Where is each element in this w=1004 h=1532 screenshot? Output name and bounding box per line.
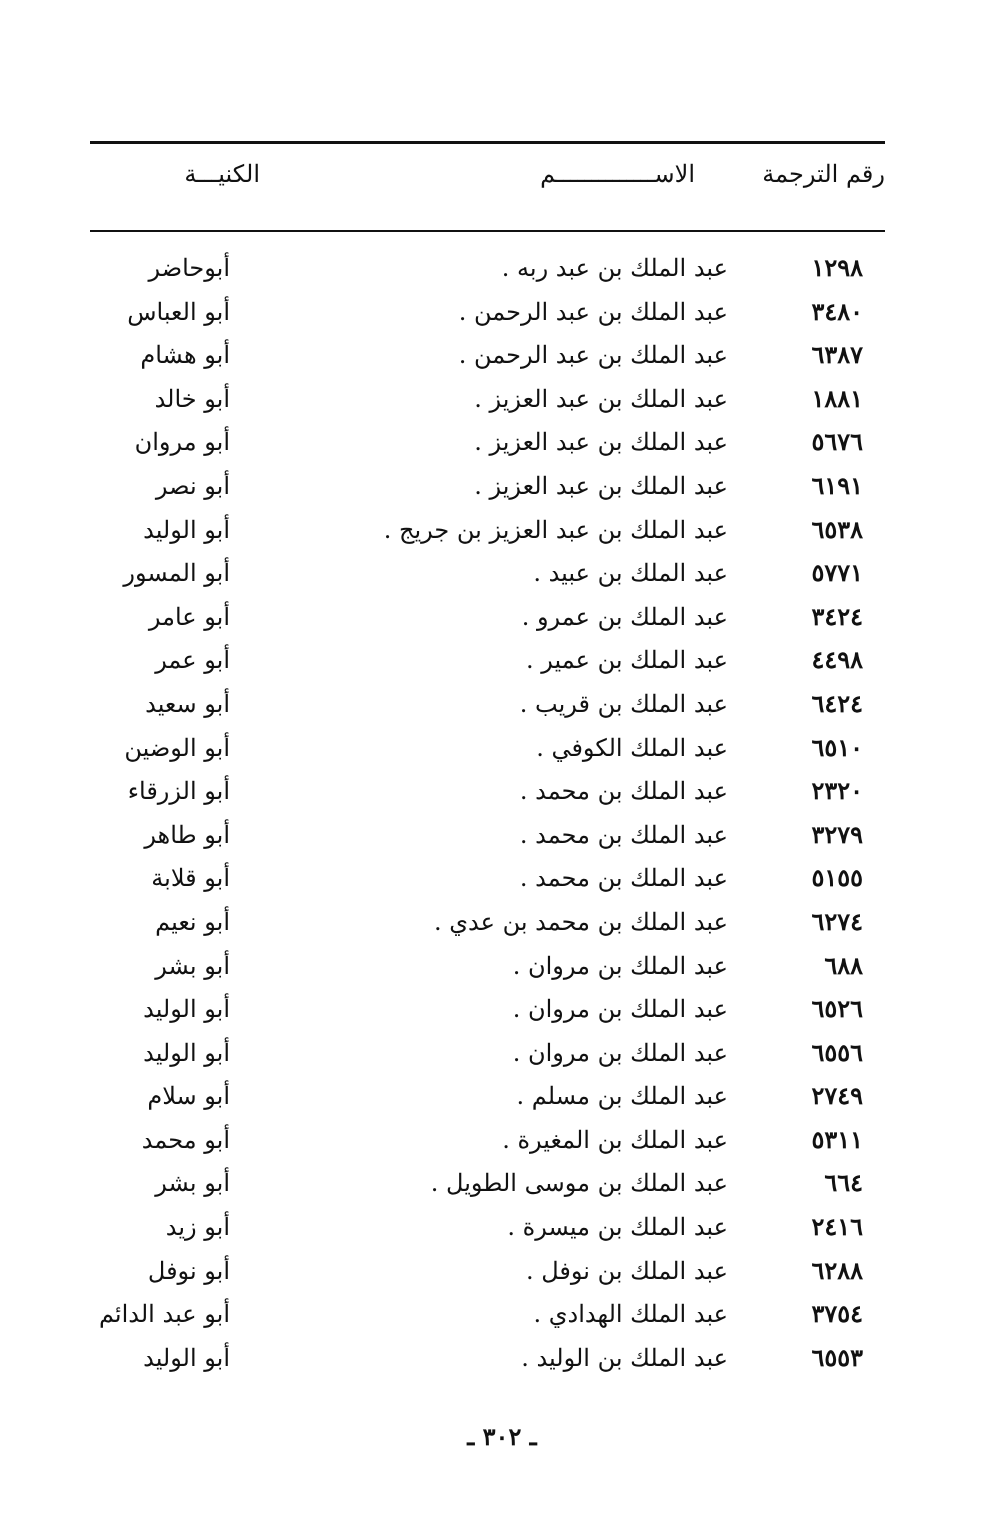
- row-name: عبد الملك بن محمد .: [519, 777, 728, 806]
- row-kunya: أبو نوفل: [147, 1256, 230, 1285]
- row-name: عبد الملك الكوفي .: [536, 733, 728, 762]
- row-number: ٥١٥٥: [811, 863, 863, 893]
- row-kunya: أبو سعيد: [145, 689, 230, 718]
- row-number: ٢٧٤٩: [811, 1081, 863, 1111]
- table-row: [90, 1078, 885, 1122]
- table-row: [90, 1122, 885, 1166]
- header-number: رقم الترجمة: [762, 160, 885, 188]
- table-row: [90, 555, 885, 599]
- row-name: عبد الملك بن المغيرة .: [502, 1125, 728, 1154]
- row-kunya: أبو طاهر: [144, 820, 230, 849]
- row-kunya: أبو زيد: [165, 1213, 230, 1242]
- row-number: ٦٥٣٨: [811, 514, 863, 544]
- table-row: [90, 642, 885, 686]
- row-name: عبد الملك بن محمد .: [519, 820, 728, 849]
- row-number: ٦٣٨٧: [811, 340, 863, 370]
- row-name: عبد الملك بن عمير .: [526, 646, 728, 675]
- row-number: ٦٦٤: [824, 1168, 863, 1198]
- row-kunya: أبو عامر: [148, 602, 230, 631]
- row-name: عبد الملك بن عبد الرحمن .: [458, 341, 728, 370]
- table-row: [90, 1253, 885, 1297]
- row-number: ٢٣٢٠: [811, 776, 863, 806]
- table-row: [90, 381, 885, 425]
- row-number: ١٨٨١: [811, 383, 863, 413]
- table-row: [90, 773, 885, 817]
- row-name: عبد الملك بن عبد العزيز بن جريج .: [383, 515, 728, 544]
- row-name: عبد الملك بن مروان .: [512, 995, 728, 1024]
- row-name: عبد الملك بن مروان .: [512, 951, 728, 980]
- row-kunya: أبو نعيم: [155, 907, 230, 936]
- row-name: عبد الملك بن محمد بن عدي .: [433, 907, 728, 936]
- row-kunya: أبو بشر: [155, 951, 230, 980]
- table-row: [90, 730, 885, 774]
- row-kunya: أبو خالد: [154, 384, 230, 413]
- row-kunya: أبو الوليد: [143, 995, 230, 1024]
- row-number: ٦١٩١: [811, 470, 863, 500]
- table-row: [90, 860, 885, 904]
- table-row: [90, 817, 885, 861]
- row-name: عبد الملك بن موسى الطويل .: [430, 1169, 728, 1198]
- row-name: عبد الملك بن عبد العزيز .: [474, 384, 728, 413]
- table-row: [90, 991, 885, 1035]
- row-name: عبد الملك بن مسلم .: [516, 1082, 728, 1111]
- row-kunya: أبوحاضر: [148, 254, 230, 282]
- row-name: عبد الملك بن الوليد .: [521, 1343, 728, 1372]
- row-kunya: أبو عبد الدائم: [98, 1300, 230, 1329]
- table-row: [90, 468, 885, 512]
- row-number: ٣٧٥٤: [811, 1299, 863, 1329]
- row-number: ٦٥٥٣: [811, 1342, 863, 1372]
- table-row: [90, 1296, 885, 1340]
- header-kunya: الكنيـــة: [184, 160, 260, 188]
- table-row: [90, 904, 885, 948]
- row-number: ٦٤٢٤: [811, 688, 863, 718]
- row-name: عبد الملك بن ميسرة .: [507, 1213, 728, 1242]
- row-kunya: أبو الوليد: [143, 1038, 230, 1067]
- row-number: ٥٦٧٦: [811, 427, 863, 457]
- row-number: ٢٤١٦: [811, 1212, 863, 1242]
- table-row: [90, 337, 885, 381]
- row-number: ٣٤٨٠: [811, 296, 863, 326]
- row-name: عبد الملك بن عبيد .: [533, 559, 728, 588]
- row-kunya: أبو نصر: [155, 471, 230, 500]
- row-number: ٣٢٧٩: [811, 819, 863, 849]
- row-kunya: أبو بشر: [155, 1169, 230, 1198]
- row-kunya: أبو الزرقاء: [127, 777, 230, 806]
- row-kunya: أبو محمد: [141, 1125, 230, 1154]
- table-row: [90, 1209, 885, 1253]
- table-row: [90, 250, 885, 294]
- row-name: عبد الملك بن قريب .: [519, 689, 728, 718]
- row-number: ٤٤٩٨: [811, 645, 863, 675]
- row-name: عبد الملك الهدادي .: [533, 1300, 728, 1329]
- row-name: عبد الملك بن عمرو .: [521, 602, 728, 631]
- row-number: ١٢٩٨: [811, 253, 863, 282]
- row-number: ٦٥١٠: [811, 732, 863, 762]
- row-number: ٦٨٨: [824, 950, 863, 980]
- row-kunya: أبو المسور: [123, 559, 230, 588]
- table-row: [90, 1340, 885, 1384]
- row-name: عبد الملك بن محمد .: [519, 864, 728, 893]
- table-body: [90, 250, 885, 1383]
- table-top-rule: [90, 141, 885, 144]
- row-number: ٦٥٥٦: [811, 1037, 863, 1067]
- table-row: [90, 512, 885, 556]
- row-kunya: أبو مروان: [134, 428, 230, 457]
- table-header: [90, 160, 885, 200]
- row-kunya: أبو قلابة: [151, 864, 230, 893]
- table-row: [90, 599, 885, 643]
- header-name: الاســــــــــــــم: [540, 160, 695, 188]
- row-number: ٥٧٧١: [811, 558, 863, 588]
- table-row: [90, 948, 885, 992]
- row-kunya: أبو هشام: [140, 341, 230, 370]
- table-row: [90, 1035, 885, 1079]
- page-number: ـ ٣٠٢ ـ: [467, 1422, 537, 1451]
- row-number: ٦٥٢٦: [811, 994, 863, 1024]
- row-kunya: أبو الوليد: [143, 1343, 230, 1372]
- row-number: ٦٢٧٤: [811, 906, 863, 936]
- row-number: ٥٣١١: [811, 1124, 863, 1154]
- table-row: [90, 1165, 885, 1209]
- row-number: ٦٢٨٨: [811, 1255, 863, 1285]
- row-kunya: أبو العباس: [127, 297, 230, 326]
- row-name: عبد الملك بن عبد الرحمن .: [458, 297, 728, 326]
- table-row: [90, 424, 885, 468]
- row-name: عبد الملك بن عبد العزيز .: [474, 428, 728, 457]
- row-name: عبد الملك بن مروان .: [512, 1038, 728, 1067]
- table-row: [90, 294, 885, 338]
- row-kunya: أبو الوليد: [143, 515, 230, 544]
- table-row: [90, 686, 885, 730]
- row-kunya: أبو عمر: [155, 646, 230, 675]
- row-kunya: أبو سلام: [147, 1082, 230, 1111]
- row-name: عبد الملك بن عبد العزيز .: [474, 471, 728, 500]
- row-number: ٣٤٢٤: [811, 601, 863, 631]
- row-name: عبد الملك بن عبد ربه .: [501, 254, 728, 282]
- table-header-rule: [90, 230, 885, 232]
- row-name: عبد الملك بن نوفل .: [525, 1256, 728, 1285]
- row-kunya: أبو الوضين: [124, 733, 230, 762]
